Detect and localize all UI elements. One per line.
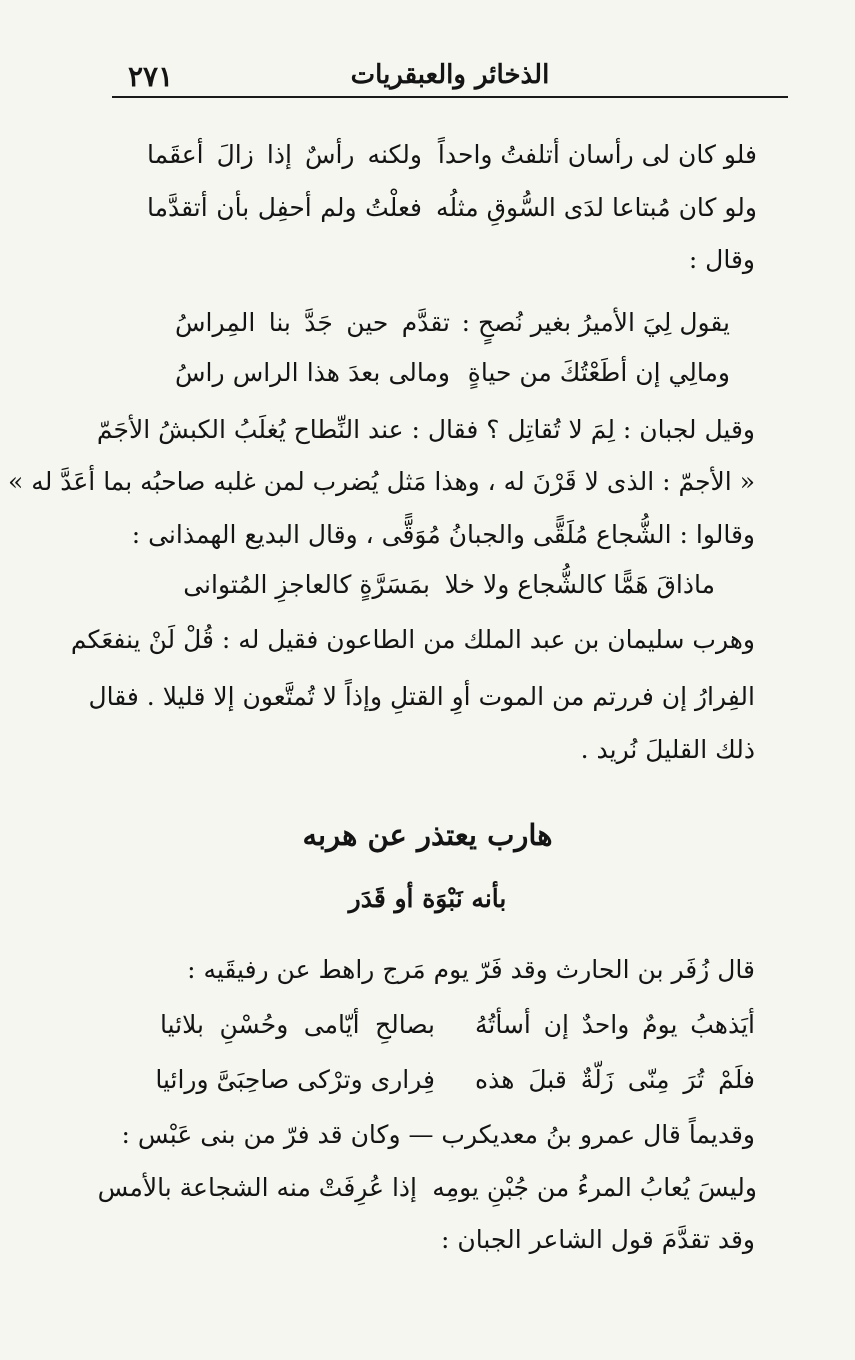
verse-first-hemistich: أيَذهبُ يومٌ واحدٌ إن أسأتُهُ <box>475 1010 755 1039</box>
verse-first-hemistich: فلو كان لى رأسان أتلفتُ واحداً <box>437 140 757 169</box>
verse-line <box>160 1005 755 1045</box>
verse-line <box>175 353 730 393</box>
verse-second-hemistich: فِرارى وترْكى صاحِبَىَّ ورائيا <box>155 1065 435 1094</box>
verse-second-hemistich: تقدَّم حين جَدَّ بنا المِراسُ <box>175 308 450 337</box>
verse-second-hemistich: بصالحِ أيّامى وحُسْنِ بلائيا <box>160 1010 435 1039</box>
verse-second-hemistich: فعلْتُ ولم أحفِل بأن أتقدَّما <box>147 193 422 222</box>
prose-line: وقد تقدَّمَ قول الشاعر الجبان : <box>441 1225 755 1254</box>
prose-line: وهرب سليمان بن عبد الملك من الطاعون فقيل له : قُلْ لَنْ ينفعَكم <box>70 625 755 654</box>
prose-line: ذلك القليلَ نُريد . <box>580 735 755 764</box>
verse-first-hemistich: وليسَ يُعابُ المرءُ من جُبْنِ يومِه <box>432 1173 757 1202</box>
prose-line: وقديماً قال عمرو بنُ معديكرب — وكان قد فرّ من بنى عَبْس : <box>121 1120 755 1149</box>
section-subheading: بأنه نَبْوَة أو قَدَر <box>348 884 507 913</box>
page-header <box>110 58 790 98</box>
verse-line <box>175 303 730 343</box>
verse-second-hemistich: ولكنه رأسٌ إذا زالَ أعقَما <box>147 140 422 169</box>
verse-first-hemistich: فلَمْ تُرَ مِنّى زَلّةٌ قبلَ هذه <box>475 1065 755 1094</box>
prose-line: « الأجمّ : الذى لا قَرْنَ له ، وهذا مَثل يُضرب لمن غلبه صاحبُه بما أعَدَّ له » <box>8 467 755 496</box>
prose-line: وقال : <box>688 245 755 274</box>
verse-line <box>155 1060 755 1100</box>
verse-first-hemistich: ماذاقَ هَمًّا كالشُّجاع ولا خلا <box>444 570 715 599</box>
verse-line <box>112 188 757 228</box>
section-heading: هارب يعتذر عن هربه <box>302 818 553 852</box>
page-number: ٢٧١ <box>128 60 174 93</box>
prose-line: وقيل لجبان : لِمَ لا تُقاتِل ؟ فقال : عند النِّطاح يُغلَبُ الكبشُ الأجَمّ <box>96 415 755 444</box>
verse-second-hemistich: إذا عُرِفَتْ منه الشجاعة بالأمس <box>97 1173 417 1202</box>
verse-first-hemistich: ولو كان مُبتاعا لدَى السُّوقِ مثلُه <box>436 193 757 222</box>
verse-line <box>112 135 757 175</box>
verse-line <box>97 1168 757 1208</box>
verse-second-hemistich: بمَسَرَّةٍ كالعاجزِ المُتوانى <box>183 570 430 599</box>
prose-line: الفِرارُ إن فررتم من الموت أوِ القتلِ وإذاً لا تُمتَّعون إلا قليلا . فقال <box>88 682 755 711</box>
prose-line: وقالوا : الشُّجاع مُلَقًّى والجبانُ مُوَقًّى ، وقال البديع الهمذانى : <box>131 520 755 549</box>
header-rule <box>112 96 788 98</box>
verse-first-hemistich: ومالِي إن أطَعْتُكَ من حياةٍ <box>467 358 730 387</box>
verse-first-hemistich: يقول لِيَ الأميرُ بغير نُصحٍ : <box>461 308 730 337</box>
verse-second-hemistich: ومالى بعدَ هذا الراس راسُ <box>175 358 450 387</box>
verse-line <box>185 565 715 605</box>
prose-line: قال زُفَر بن الحارث وقد فَرّ يوم مَرج راهط عن رفيقَيه : <box>187 955 755 984</box>
running-title: الذخائر والعبقريات <box>350 60 550 90</box>
